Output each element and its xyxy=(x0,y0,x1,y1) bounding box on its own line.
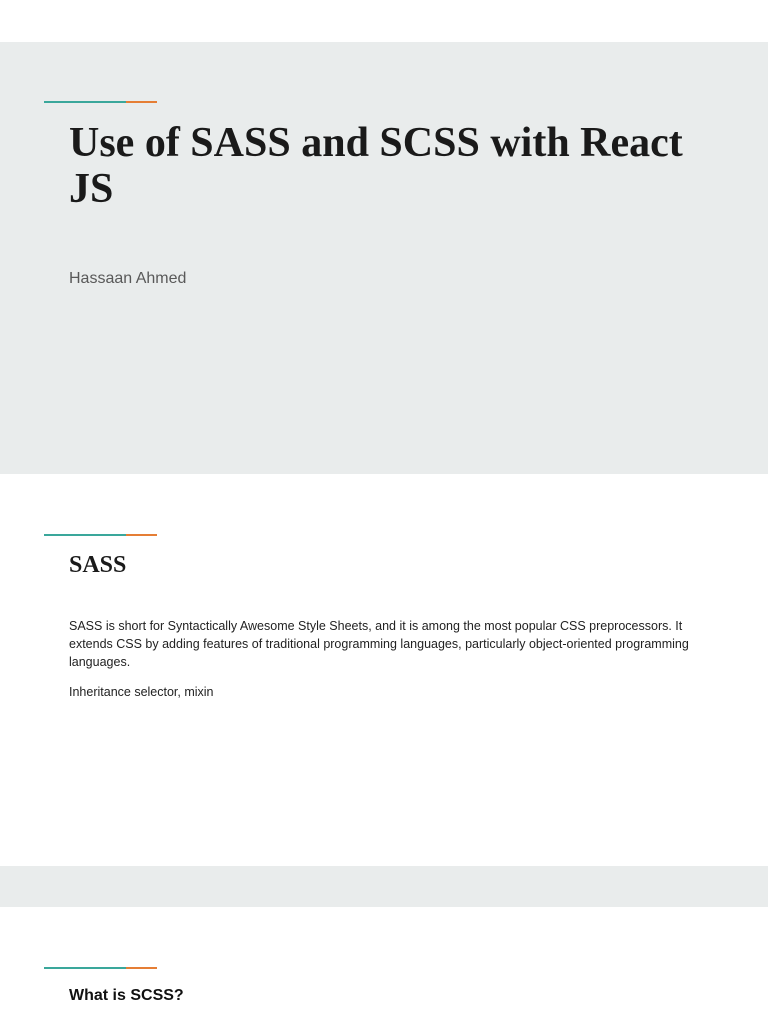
author-name: Hassaan Ahmed xyxy=(69,270,187,287)
accent-line-orange xyxy=(126,967,157,969)
accent-line-orange xyxy=(126,534,157,536)
accent-line xyxy=(44,967,157,969)
top-margin xyxy=(0,0,768,42)
section-title-sass: SASS xyxy=(69,552,127,578)
sass-note: Inheritance selector, mixin xyxy=(69,685,214,699)
slide-sass xyxy=(0,474,768,866)
slide-scss xyxy=(0,907,768,1024)
accent-line xyxy=(44,101,157,103)
slide-separator xyxy=(0,866,768,907)
accent-line-teal xyxy=(44,101,126,103)
accent-line xyxy=(44,534,157,536)
slide-title xyxy=(0,42,768,474)
section-title-scss: What is SCSS? xyxy=(69,987,184,1004)
accent-line-orange xyxy=(126,101,157,103)
presentation-title: Use of SASS and SCSS with React JS xyxy=(69,120,683,212)
accent-line-teal xyxy=(44,534,126,536)
accent-line-teal xyxy=(44,967,126,969)
sass-description: SASS is short for Syntactically Awesome Style Sheets, and it is among the most popular CSS preprocessors. It extends CSS by adding features of traditional programming languages, particularly object-oriented programming languages. xyxy=(69,619,689,669)
